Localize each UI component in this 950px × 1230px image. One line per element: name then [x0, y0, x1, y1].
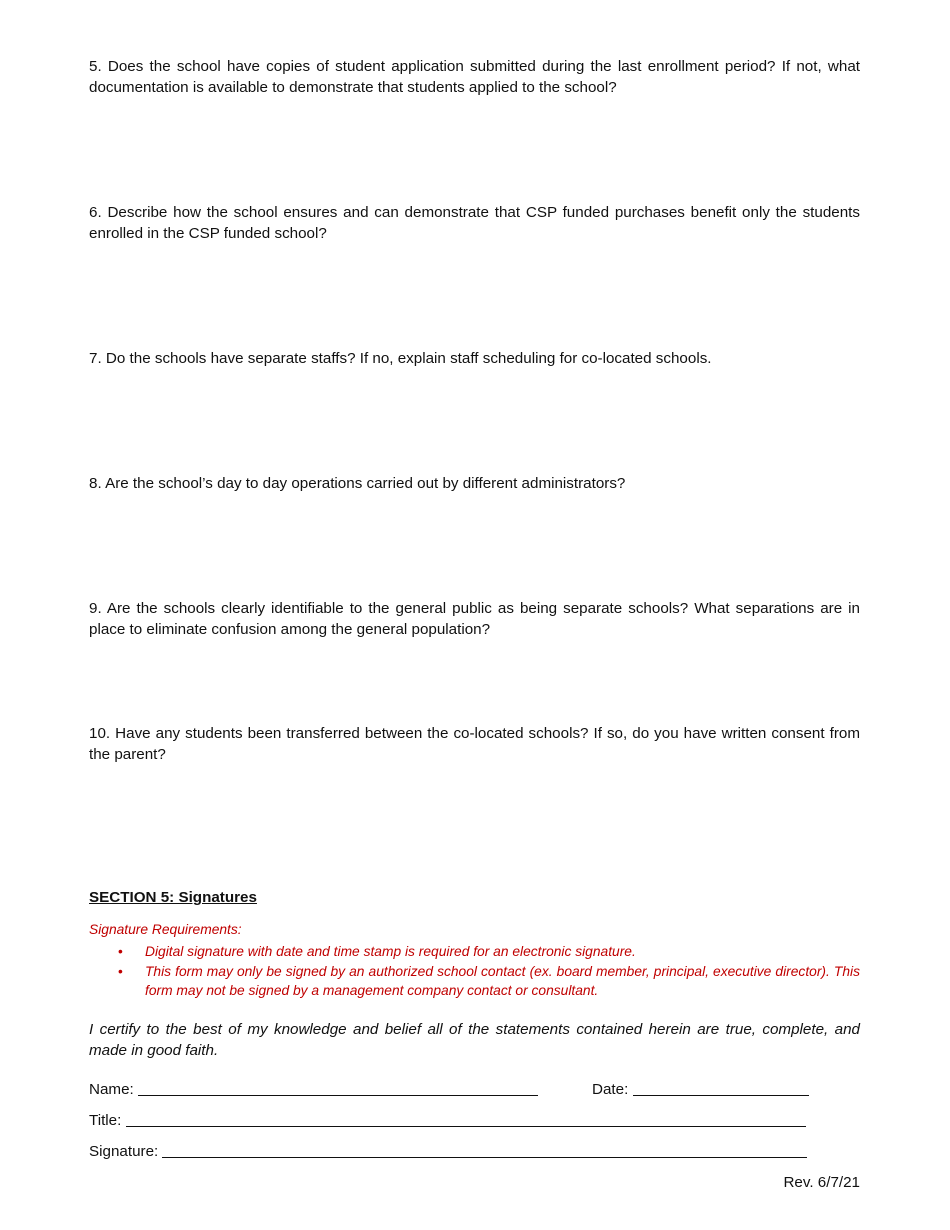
- question-8: [89, 473, 860, 494]
- question-text: Does the school have copies of student application submitted during the last enrollment period? If not, what documentation is available to demonstrate that students applied to the school?: [89, 58, 860, 96]
- signature-requirements-label: Signature Requirements:: [89, 922, 242, 937]
- question-10: [89, 723, 860, 765]
- date-input-line[interactable]: [633, 1081, 809, 1096]
- name-label: Name:: [89, 1081, 134, 1098]
- question-9: [89, 598, 860, 640]
- revision-date: Rev. 6/7/21: [783, 1174, 860, 1191]
- question-text: Have any students been transferred between the co-located schools? If so, do you have written consent from the parent?: [89, 725, 860, 763]
- question-text: Do the schools have separate staffs? If no, explain staff scheduling for co-located schools.: [105, 350, 712, 367]
- question-number: 10.: [89, 725, 111, 742]
- date-label: Date:: [592, 1081, 629, 1098]
- name-input-line[interactable]: [138, 1081, 538, 1096]
- question-number: 9.: [89, 600, 102, 617]
- section-title: SECTION 5: Signatures: [89, 889, 257, 906]
- question-number: 8.: [89, 475, 102, 492]
- list-item: [118, 962, 860, 1001]
- signature-field-row: [89, 1143, 807, 1160]
- question-text: Describe how the school ensures and can demonstrate that CSP funded purchases benefit only the students enrolled in the CSP funded school?: [89, 204, 860, 242]
- question-5: [89, 56, 860, 98]
- date-field-row: [592, 1081, 809, 1098]
- certification-statement: I certify to the best of my knowledge and belief all of the statements contained herein are true, complete, and made in good faith.: [89, 1021, 860, 1059]
- requirement-text: This form may only be signed by an authorized school contact (ex. board member, principal, executive director). This form may not be signed by a management company contact or consultant.: [145, 963, 860, 998]
- name-field-row: [89, 1081, 538, 1098]
- bullet-icon: •: [118, 944, 123, 959]
- bullet-icon: •: [118, 963, 123, 979]
- question-7: [89, 348, 860, 369]
- requirement-text: Digital signature with date and time stamp is required for an electronic signature.: [145, 944, 636, 959]
- question-number: 6.: [89, 204, 102, 221]
- list-item: [118, 942, 860, 962]
- question-text: Are the school’s day to day operations carried out by different administrators?: [105, 475, 626, 492]
- question-number: 7.: [89, 350, 102, 367]
- question-text: Are the schools clearly identifiable to the general public as being separate schools? What separations are in place to eliminate confusion among the general population?: [89, 600, 860, 638]
- question-6: [89, 202, 860, 244]
- question-number: 5.: [89, 58, 102, 75]
- signature-input-line[interactable]: [162, 1143, 807, 1158]
- signature-requirements-list: [118, 942, 860, 1001]
- title-label: Title:: [89, 1112, 122, 1129]
- signature-label: Signature:: [89, 1143, 159, 1160]
- title-field-row: [89, 1112, 806, 1129]
- title-input-line[interactable]: [126, 1112, 806, 1127]
